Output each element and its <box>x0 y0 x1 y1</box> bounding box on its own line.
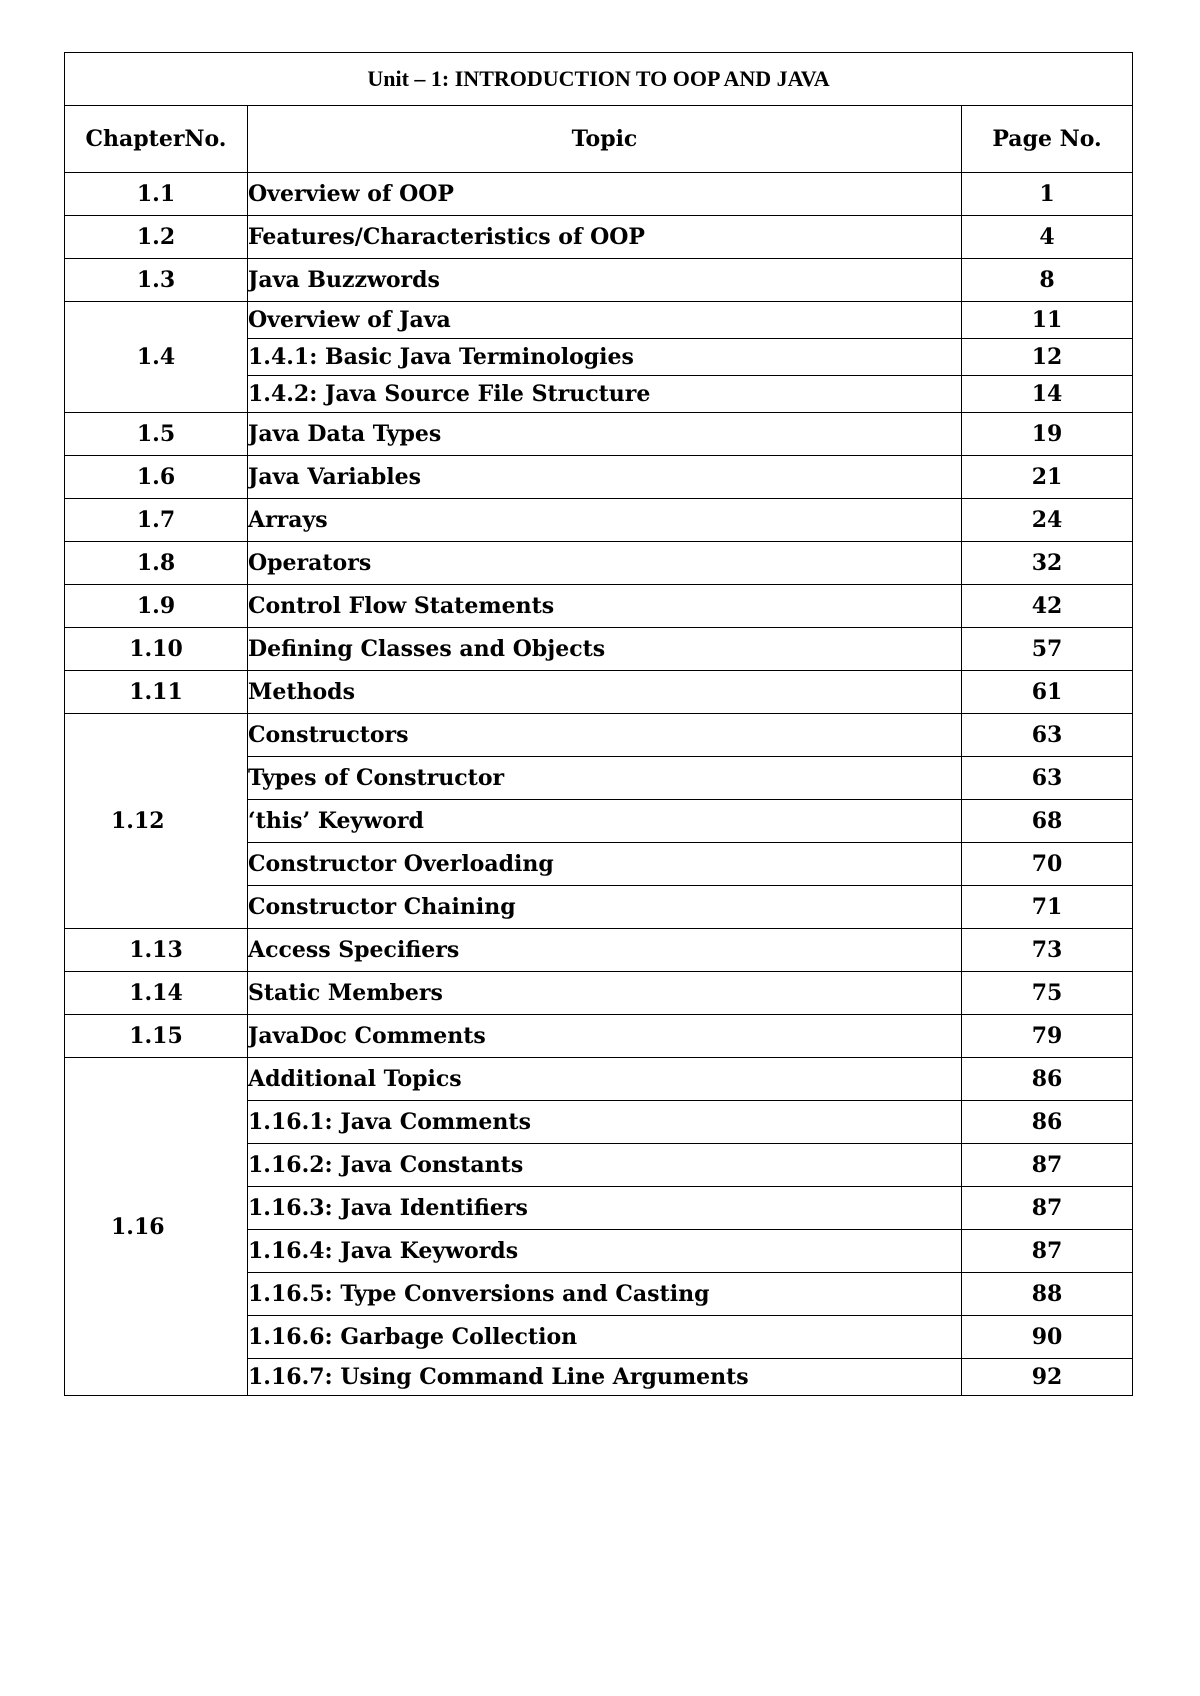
table-row <box>65 259 1133 302</box>
topic-title: 1.16.4: Java Keywords <box>248 1230 962 1273</box>
table-row <box>65 413 1133 456</box>
page-number: 21 <box>962 456 1133 499</box>
topic-title: Java Variables <box>248 456 962 499</box>
table-row <box>65 173 1133 216</box>
topic-title: Additional Topics <box>248 1058 962 1101</box>
page-number: 79 <box>962 1015 1133 1058</box>
page-number: 86 <box>962 1101 1133 1144</box>
chapter-number: 1.6 <box>65 456 248 499</box>
topic-title: Types of Constructor <box>248 757 962 800</box>
page-no-header: Page No. <box>962 106 1133 173</box>
table-row <box>65 628 1133 671</box>
topic-title: Java Buzzwords <box>248 259 962 302</box>
page-number: 63 <box>962 757 1133 800</box>
chapter-number: 1.14 <box>65 972 248 1015</box>
topic-title: Java Data Types <box>248 413 962 456</box>
page-number: 71 <box>962 886 1133 929</box>
chapter-number: 1.15 <box>65 1015 248 1058</box>
chapter-number: 1.8 <box>65 542 248 585</box>
unit-title: Unit – 1: INTRODUCTION TO OOP AND JAVA <box>65 53 1133 106</box>
page-number: 90 <box>962 1316 1133 1359</box>
topic-title: Defining Classes and Objects <box>248 628 962 671</box>
topic-title: Overview of OOP <box>248 173 962 216</box>
table-row <box>65 585 1133 628</box>
topic-title: 1.16.7: Using Command Line Arguments <box>248 1359 962 1396</box>
page-number: 24 <box>962 499 1133 542</box>
table-row <box>65 456 1133 499</box>
topic-title: 1.4.2: Java Source File Structure <box>248 376 962 413</box>
page-number: 63 <box>962 714 1133 757</box>
chapter-number: 1.2 <box>65 216 248 259</box>
table-row <box>65 499 1133 542</box>
chapter-number: 1.13 <box>65 929 248 972</box>
chapter-number: 1.11 <box>65 671 248 714</box>
table-row <box>65 929 1133 972</box>
topic-title: Features/Characteristics of OOP <box>248 216 962 259</box>
topic-title: Constructor Chaining <box>248 886 962 929</box>
page-number: 12 <box>962 339 1133 376</box>
topic-title: JavaDoc Comments <box>248 1015 962 1058</box>
page-number: 87 <box>962 1144 1133 1187</box>
topic-title: Operators <box>248 542 962 585</box>
topic-title: Arrays <box>248 499 962 542</box>
page-number: 8 <box>962 259 1133 302</box>
table-row <box>65 1015 1133 1058</box>
topic-title: 1.16.2: Java Constants <box>248 1144 962 1187</box>
table-row <box>65 714 1133 757</box>
topic-title: 1.16.5: Type Conversions and Casting <box>248 1273 962 1316</box>
table-row <box>65 1058 1133 1101</box>
contents-table <box>64 52 1133 1396</box>
page-number: 42 <box>962 585 1133 628</box>
page-number: 61 <box>962 671 1133 714</box>
page-number: 73 <box>962 929 1133 972</box>
topic-title: Control Flow Statements <box>248 585 962 628</box>
topic-title: 1.16.6: Garbage Collection <box>248 1316 962 1359</box>
topic-title: 1.16.1: Java Comments <box>248 1101 962 1144</box>
topic-title: ‘this’ Keyword <box>248 800 962 843</box>
table-row <box>65 216 1133 259</box>
page-number: 75 <box>962 972 1133 1015</box>
chapter-number: 1.12 <box>65 714 248 929</box>
topic-title: Constructor Overloading <box>248 843 962 886</box>
topic-title: 1.16.3: Java Identifiers <box>248 1187 962 1230</box>
chapter-number: 1.9 <box>65 585 248 628</box>
table-row <box>65 542 1133 585</box>
topic-title: 1.4.1: Basic Java Terminologies <box>248 339 962 376</box>
topic-title: Constructors <box>248 714 962 757</box>
page-number: 32 <box>962 542 1133 585</box>
page-number: 1 <box>962 173 1133 216</box>
table-row <box>65 302 1133 339</box>
chapter-number: 1.4 <box>65 302 248 413</box>
topic-title: Access Specifiers <box>248 929 962 972</box>
topic-title: Overview of Java <box>248 302 962 339</box>
chapter-number: 1.16 <box>65 1058 248 1396</box>
page-number: 86 <box>962 1058 1133 1101</box>
chapter-number: 1.10 <box>65 628 248 671</box>
page-number: 4 <box>962 216 1133 259</box>
topic-title: Methods <box>248 671 962 714</box>
page-number: 87 <box>962 1187 1133 1230</box>
chapter-no-header: ChapterNo. <box>65 106 248 173</box>
table-row <box>65 671 1133 714</box>
page-number: 87 <box>962 1230 1133 1273</box>
chapter-number: 1.7 <box>65 499 248 542</box>
page-number: 11 <box>962 302 1133 339</box>
page-number: 68 <box>962 800 1133 843</box>
chapter-number: 1.3 <box>65 259 248 302</box>
page-number: 14 <box>962 376 1133 413</box>
table-row <box>65 972 1133 1015</box>
topic-header: Topic <box>248 106 962 173</box>
page-number: 92 <box>962 1359 1133 1396</box>
chapter-number: 1.1 <box>65 173 248 216</box>
chapter-number: 1.5 <box>65 413 248 456</box>
page-number: 70 <box>962 843 1133 886</box>
page-number: 19 <box>962 413 1133 456</box>
topic-title: Static Members <box>248 972 962 1015</box>
page-number: 88 <box>962 1273 1133 1316</box>
page-number: 57 <box>962 628 1133 671</box>
